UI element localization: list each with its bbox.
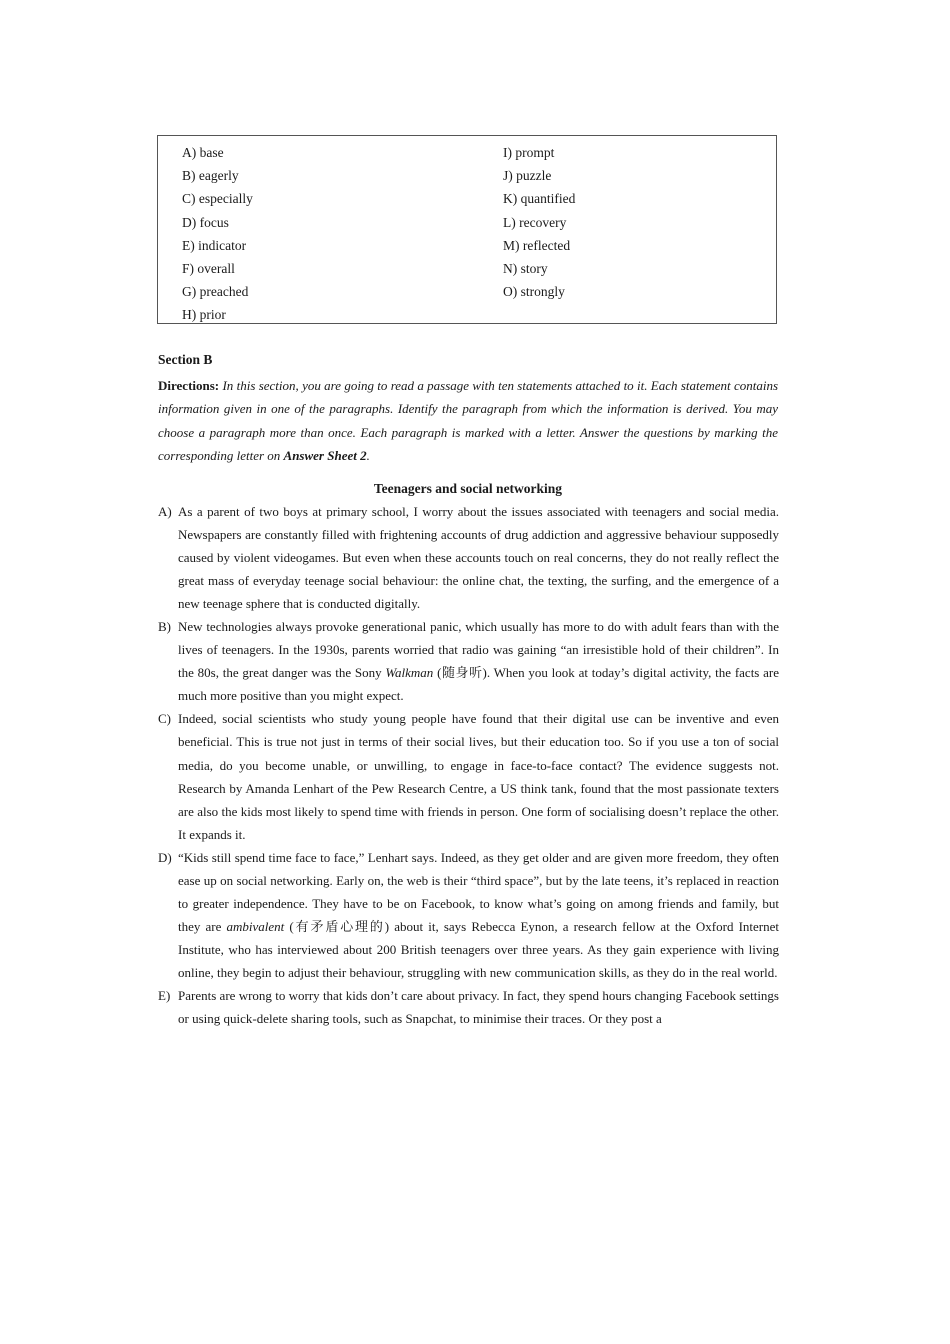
paragraph-text: New technologies always provoke generational panic, which usually has more to do with adult fears than with the lives of teenagers. In the 1930s, parents worried that radio was gaining “an irresistible hold of their children”. In the 80s, the great danger was the Sony	[178, 619, 779, 681]
word-option: J) puzzle	[503, 168, 552, 184]
paragraph-a	[158, 500, 779, 615]
chinese-gloss: (有矛盾心理的)	[289, 918, 390, 934]
paragraph-text: Indeed, social scientists who study young people have found that their digital use can be inventive and even beneficial. This is true not just in terms of their social lives, but their education too. So if you use a ton of social media, do you become unable, or unwilling, to engage in face-to-face contact? The evidence suggests not. Research by Amanda Lenhart of the Pew Research Centre, a US think tank, found that the most passionate texters are also the kids most likely to spend time with friends in person. One form of socialising doesn’t replace the other. It expands it.	[178, 711, 779, 842]
word-option: O) strongly	[503, 284, 565, 300]
paragraph-e	[158, 984, 779, 1030]
paragraph-letter: A)	[158, 504, 172, 519]
paragraph-text: “Kids still spend time face to face,” Lenhart says. Indeed, as they get older and are given more freedom, they often ease up on social networking. Early on, the web is their “third space”, but by the late teens, it’s replaced in reaction to greater independence. They have to be on Facebook, to know what’s going on among friends and family, but they are	[178, 849, 779, 934]
paragraph-text: Parents are wrong to worry that kids don’t care about privacy. In fact, they spend hours changing Facebook settings or using quick-delete sharing tools, such as Snapchat, to minimise their traces. Or they post a	[178, 987, 779, 1027]
word-bank-right-column	[503, 143, 575, 305]
word-option: G) preached	[182, 284, 249, 300]
word-option: A) base	[182, 145, 224, 160]
italic-term: Walkman	[385, 665, 434, 681]
word-option: D) focus	[182, 214, 229, 230]
paragraph-b	[158, 615, 779, 707]
word-option: L) recovery	[503, 214, 567, 230]
directions	[158, 374, 778, 467]
paragraph-text: As a parent of two boys at primary school, I worry about the issues associated with teenagers and social media. Newspapers are constantly filled with frightening accounts of drug addiction and aggressive behaviour supposedly caused by violent videogames. But even when these accounts touch on real concerns, they do not really reflect the great mass of everyday teenage social behaviour: the online chat, the texting, the surfing, and the emergence of a new teenage sphere that is conducted digitally.	[178, 504, 779, 612]
passage-title: Teenagers and social networking	[373, 481, 563, 496]
passage-body	[158, 500, 779, 1030]
chinese-gloss: (随身听)	[437, 665, 487, 681]
directions-label: Directions:	[158, 378, 220, 393]
directions-text: In this section, you are going to read a passage with ten statements attached to it. Each statement contains information given in one of the paragraphs. Identify the paragraph from which the information is derived. You may choose a paragraph more than once. Each paragraph is marked with a letter. Answer the questions by marking the corresponding letter on	[158, 378, 779, 463]
paragraph-letter: C)	[158, 711, 171, 727]
word-option: B) eagerly	[182, 168, 239, 184]
answer-sheet-ref: Answer Sheet 2	[283, 447, 367, 463]
paragraph-text: about it, says Rebecca Eynon, a research fellow at the Oxford Internet Institute, who has interviewed about 200 British teenagers over three years. As they gain experience with living online, they begin to adjust their behaviour, struggling with new communication skills, as they do in the real world.	[178, 918, 780, 980]
word-option: M) reflected	[503, 237, 571, 253]
word-option: E) indicator	[182, 237, 247, 253]
paragraph-letter: D)	[158, 849, 172, 865]
section-title: Section B	[158, 352, 213, 367]
directions-end: .	[366, 447, 370, 463]
paragraph-text: . When you look at today’s digital activity, the facts are much more positive than you might expect.	[178, 665, 780, 704]
italic-term: ambivalent	[226, 918, 285, 934]
paragraph-c	[158, 707, 779, 845]
word-option: C) especially	[182, 191, 253, 207]
paragraph-letter: B)	[158, 619, 171, 635]
word-option: K) quantified	[503, 191, 576, 207]
word-option: N) story	[503, 260, 548, 276]
word-option: F) overall	[182, 260, 235, 276]
paragraph-d	[158, 846, 779, 984]
word-option: H) prior	[182, 307, 226, 323]
word-bank-box	[157, 135, 777, 324]
word-option: I) prompt	[503, 145, 555, 160]
word-bank-left-column	[182, 143, 253, 329]
paragraph-letter: E)	[158, 987, 171, 1003]
